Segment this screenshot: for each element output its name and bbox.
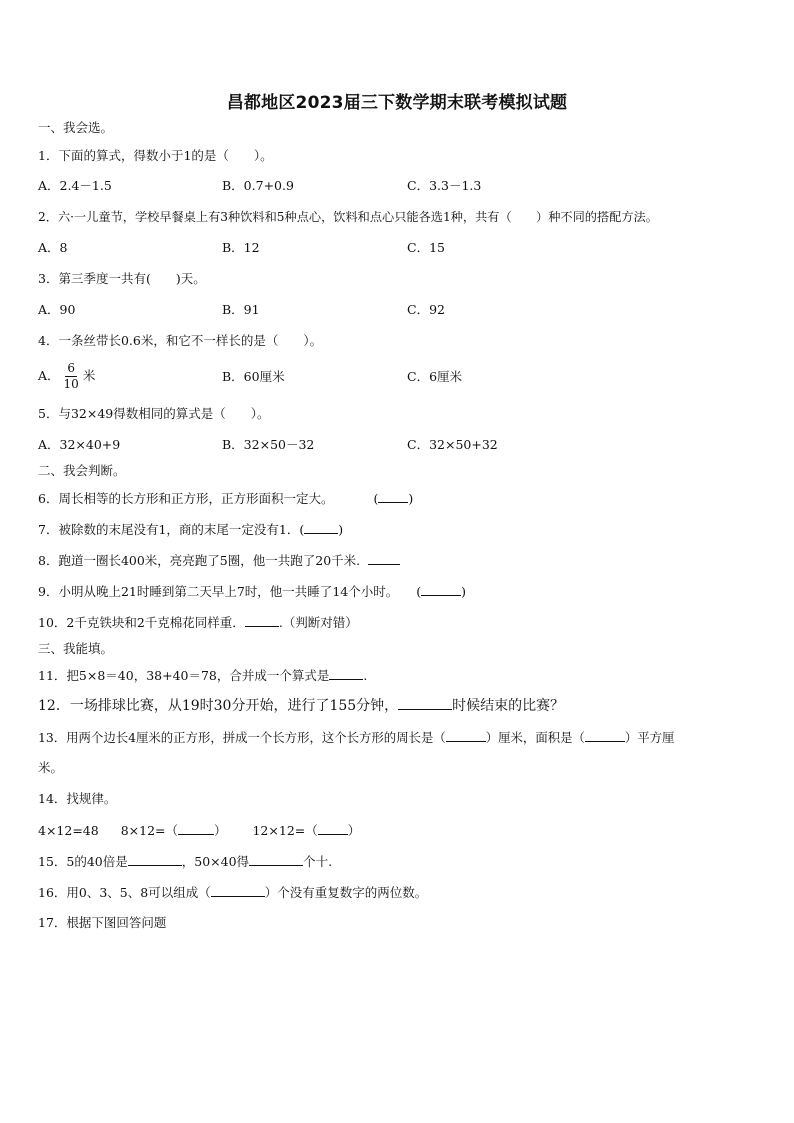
pattern-item-2: 8×12=（ — [120, 823, 178, 838]
area-blank[interactable] — [585, 729, 625, 742]
section-heading-judge: 二、我会判断。 — [38, 463, 126, 478]
question-11-tail: . — [363, 668, 368, 683]
answer-close-paren: ) — [408, 491, 414, 506]
question-15-part3: 个十. — [303, 854, 333, 869]
answer-open-paren: ( — [416, 584, 422, 599]
question-1-option-a: A．2.4－1.5 — [38, 178, 112, 193]
question-4-option-a — [38, 356, 95, 396]
answer-blank[interactable] — [178, 822, 214, 835]
answer-blank[interactable] — [398, 697, 452, 710]
question-1: 1．下面的算式，得数小于1的是（ ）。 — [38, 148, 273, 163]
question-3-option-c: C．92 — [407, 302, 445, 317]
question-9 — [38, 583, 466, 600]
question-4-option-c: C．6厘米 — [407, 369, 463, 384]
question-8 — [38, 552, 400, 569]
question-2-option-b: B．12 — [222, 240, 260, 255]
fraction-numerator: 6 — [67, 361, 75, 375]
question-12-text: 12．一场排球比赛，从19时30分开始，进行了155分钟， — [38, 698, 399, 714]
question-10-tail: .（判断对错） — [278, 615, 358, 630]
question-5-option-a: A．32×40+9 — [38, 437, 121, 452]
question-6 — [38, 490, 413, 507]
question-1-option-c: C．3.3－1.3 — [407, 178, 482, 193]
close-paren: ） — [347, 823, 361, 838]
fraction — [62, 362, 81, 391]
question-11-text: 11．把5×8＝40，38+40＝78，合并成一个算式是 — [38, 668, 330, 683]
question-10 — [38, 614, 358, 631]
question-6-text: 6．周长相等的长方形和正方形，正方形面积一定大。 — [38, 491, 334, 506]
section-heading-fill: 三、我能填。 — [38, 641, 114, 656]
question-4: 4．一条丝带长0.6米，和它不一样长的是（ ）。 — [38, 333, 323, 348]
question-15 — [38, 853, 332, 870]
perimeter-blank[interactable] — [446, 729, 486, 742]
answer-blank[interactable] — [378, 490, 408, 503]
page-title: 昌都地区2023届三下数学期末联考模拟试题 — [226, 93, 568, 113]
question-1-option-b: B．0.7+0.9 — [222, 178, 294, 193]
answer-blank[interactable] — [318, 822, 348, 835]
question-13-part3: ）平方厘 — [624, 730, 675, 745]
question-8-text: 8．跑道一圈长400米，亮亮跑了5圈，他一共跑了20千米. — [38, 553, 361, 568]
pattern-item-3: 12×12=（ — [252, 823, 318, 838]
question-2-option-c: C．15 — [407, 240, 445, 255]
question-16 — [38, 884, 427, 901]
answer-blank[interactable] — [128, 853, 182, 866]
question-13-part1: 13．用两个边长4厘米的正方形，拼成一个长方形，这个长方形的周长是（ — [38, 730, 446, 745]
question-13-continued: 米。 — [38, 760, 64, 775]
question-15-part1: 15．5的40倍是 — [38, 854, 128, 869]
question-5: 5．与32×49得数相同的算式是（ ）。 — [38, 406, 270, 421]
question-9-text: 9．小明从晚上21时睡到第二天早上7时，他一共睡了14个小时。 — [38, 584, 399, 599]
question-3: 3．第三季度一共有( )天。 — [38, 271, 206, 286]
question-16-part2: ）个没有重复数字的两位数。 — [264, 885, 428, 900]
section-heading-choose: 一、我会选。 — [38, 120, 114, 135]
question-16-part1: 16．用0、3、5、8可以组成（ — [38, 885, 211, 900]
answer-blank[interactable] — [245, 614, 279, 627]
question-5-option-c: C．32×50+32 — [407, 437, 498, 452]
answer-close-paren: ) — [338, 522, 344, 537]
answer-open-paren: ( — [373, 491, 379, 506]
answer-blank[interactable] — [421, 583, 461, 596]
question-10-text: 10．2千克铁块和2千克棉花同样重． — [38, 615, 245, 630]
question-13 — [38, 729, 674, 746]
close-paren: ） — [214, 823, 227, 838]
answer-blank[interactable] — [304, 521, 338, 534]
question-12-tail: 时候结束的比赛？ — [452, 698, 565, 714]
pattern-example: 4×12=48 — [38, 823, 99, 838]
answer-close-paren: ) — [461, 584, 466, 599]
question-14-pattern — [38, 822, 360, 839]
question-12 — [38, 697, 564, 714]
question-4-option-b: B．60厘米 — [222, 369, 285, 384]
option-a-prefix: A． — [38, 368, 60, 383]
question-15-part2: ，50×40得 — [181, 854, 250, 869]
question-7-text: 7．被除数的末尾没有1，商的末尾一定没有1．( — [38, 522, 305, 537]
question-11 — [38, 667, 367, 684]
question-3-option-a: A．90 — [38, 302, 76, 317]
answer-blank[interactable] — [249, 853, 303, 866]
option-a-unit: 米 — [82, 368, 96, 383]
answer-blank[interactable] — [211, 884, 265, 897]
question-7 — [38, 521, 343, 538]
question-14: 14．找规律。 — [38, 791, 117, 806]
question-5-option-b: B．32×50－32 — [222, 437, 315, 452]
answer-blank[interactable] — [368, 552, 400, 565]
question-2-option-a: A．8 — [38, 240, 68, 255]
fraction-denominator: 10 — [63, 377, 79, 391]
answer-blank[interactable] — [329, 667, 363, 680]
question-13-part2: ）厘米，面积是（ — [485, 730, 585, 745]
question-2: 2．六·一儿童节，学校早餐桌上有3种饮料和5种点心，饮料和点心只能各选1种，共有（ ）种不同的搭配方法。 — [38, 210, 658, 224]
question-17: 17．根据下图回答问题 — [38, 915, 167, 930]
question-3-option-b: B．91 — [222, 302, 260, 317]
